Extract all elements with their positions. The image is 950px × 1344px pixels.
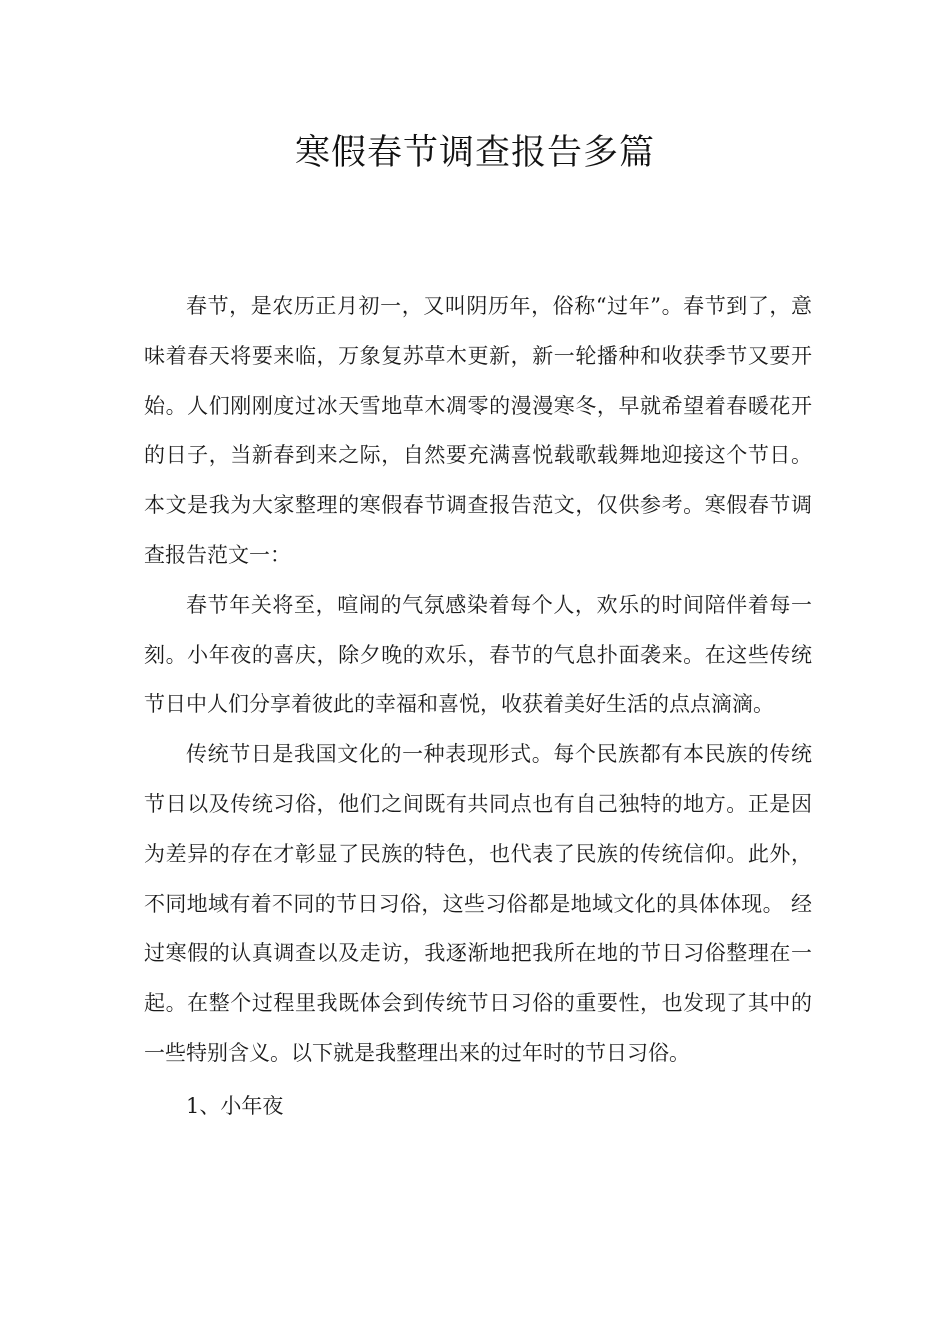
paragraph-traditional-customs: 传统节日是我国文化的一种表现形式。每个民族都有本民族的传统节日以及传统习俗，他们之间既有共同点也有自己独特的地方。正是因为差异的存在才彰显了民族的特色，也代表了民族的传统信仰。此外，不同地域有着不同的节日习俗，这些习俗都是地域文化的具体体现。 经过寒假的认真调查以及走访，我逐渐地把我所在地的节日习俗整理在一起。在整个过程里我既体会到传统节日习俗的重要性，也发现了其中的一些特别含义。以下就是我整理出来的过年时的节日习俗。 bbox=[144, 742, 812, 1065]
section-heading-xiaonianye: 1、小年夜 bbox=[186, 1093, 284, 1118]
paragraph-intro: 春节，是农历正月初一，又叫阴历年，俗称“过年”。春节到了，意味着春天将要来临，万象复苏草木更新，新一轮播种和收获季节又要开始。人们刚刚度过冰天雪地草木凋零的漫漫寒冬，早就希望着春暖花开的日子，当新春到来之际，自然要充满喜悦载歌载舞地迎接这个节日。本文是我为大家整理的寒假春节调查报告范文，仅供参考。寒假春节调查报告范文一： bbox=[144, 294, 812, 567]
document-body bbox=[144, 282, 812, 1132]
document-title: 寒假春节调查报告多篇 bbox=[294, 133, 655, 173]
paragraph-festival-atmosphere: 春节年关将至，喧闹的气氛感染着每个人，欢乐的时间陪伴着每一刻。小年夜的喜庆，除夕晚的欢乐，春节的气息扑面袭来。在这些传统节日中人们分享着彼此的幸福和喜悦，收获着美好生活的点点滴滴。 bbox=[144, 592, 812, 717]
